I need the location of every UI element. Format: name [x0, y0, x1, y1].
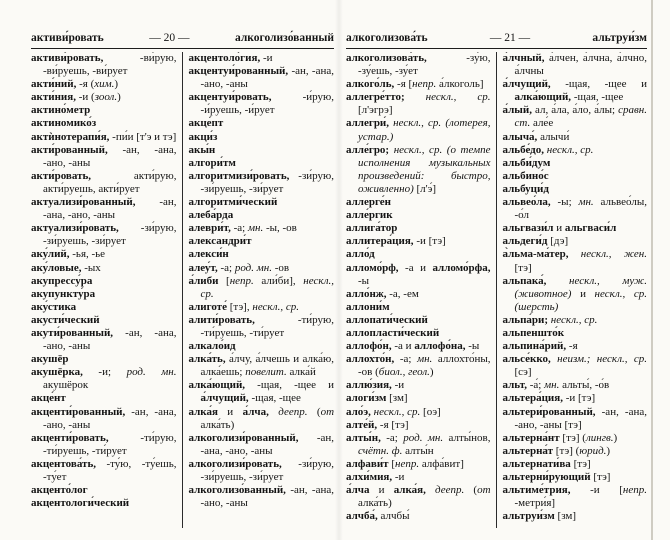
running-head	[346, 32, 647, 49]
dictionary-entry: алле́гро; нескл., ср. (о темпе исполнения музыкальных произведений: быстро, оживленно) [л'э́]	[346, 143, 491, 195]
dictionary-entry: альтерна́т [тэ] (юрид.)	[502, 444, 611, 457]
dictionary-entry: алыча́, алычи́	[502, 130, 570, 143]
page-gutter-shadow	[335, 0, 343, 540]
dictionary-entry: алеу́т, -а; род. мн. -ов	[188, 261, 290, 274]
dictionary-entry: альтера́ция, -и [тэ]	[502, 392, 596, 405]
dictionary-entry: алхи́мия, -и	[346, 471, 405, 483]
dictionary-entry: а̀льма-ма́тер, нескл., жен. [тэ]	[502, 248, 647, 274]
dictionary-entry: алеври́т, -а; мн. -ы, -ов	[188, 222, 297, 235]
dictionary-entry: алгори́тм	[188, 156, 236, 169]
page-number: — 20 —	[149, 32, 190, 44]
dictionary-entry: акупрессу́ра	[31, 274, 93, 287]
dictionary-entry: алоги́зм [зм]	[346, 392, 408, 405]
dictionary-entry: альвео́ла, -ы; мн. альвео́лы, -о́л	[502, 196, 647, 222]
dictionary-entry: альпа́ри; нескл., ср.	[502, 313, 598, 326]
dictionary-entry: алкоголизи́ровать, -зи́рую, -зи́руешь, -зи́рует	[188, 457, 334, 483]
dictionary-entry: аку́ловые, -ых	[31, 261, 101, 274]
dictionary-entry: аллопати́ческий	[346, 313, 428, 326]
page-20	[31, 32, 334, 528]
dictionary-entry: алка́ть, а́лчу, а́лчешь и алка́ю, алка́ешь; повелит. алка́й	[188, 353, 334, 379]
running-head	[31, 32, 334, 49]
dictionary-entry: актино́метр	[31, 104, 91, 117]
dictionary-entry: акти́ровать, акти́рую, акти́руешь, акти́рует	[31, 169, 177, 195]
dictionary-entry: акушёр	[31, 353, 69, 366]
dictionary-entry: аллопласти́ческий	[346, 326, 440, 339]
dictionary-entry: акци́з	[188, 130, 218, 143]
dictionary-entry: акути́рованный, -ан, -ана, -ано, -аны	[31, 326, 177, 353]
dictionary-entry: алломо́рф, -а и алломо́рфа, -ы	[346, 261, 491, 287]
dictionary-entry: алло́нж, -а, -ем	[346, 287, 419, 300]
dictionary-entry: акцентологи́ческий	[31, 497, 130, 510]
dictionary-entry: алкоголизова́ть, -зу́ю, -зу́ешь, -зу́ет	[346, 52, 491, 78]
page-columns	[346, 52, 647, 528]
dictionary-entry: акцентова́ть, -ту́ю, -ту́ешь, -ту́ет	[31, 457, 177, 483]
dictionary-entry: алекси́н	[188, 248, 229, 261]
dictionary-column	[346, 52, 497, 528]
dictionary-entry: альтернати́ва [тэ]	[502, 457, 591, 470]
dictionary-entry: альби́дум	[502, 156, 551, 169]
dictionary-entry: акценто́лог	[31, 484, 88, 497]
dictionary-entry: а́лчный, а́лчен, а́лчна, а́лчно, а́лчны	[502, 52, 647, 78]
dictionary-entry: алле́ргик	[346, 209, 393, 222]
dictionary-entry: ало́э, нескл., ср. [оэ]	[346, 405, 441, 418]
running-head-first-word: алкоголизова́ть	[346, 32, 428, 44]
dictionary-entry: а́лча и алка́я, деепр. (от алка́ть)	[346, 484, 491, 510]
page-columns	[31, 52, 334, 528]
dictionary-entry: аллегри́, нескл., ср. (лотерея, устар.)	[346, 117, 491, 143]
dictionary-entry: а́лчущий, -щая, -щее и алка́ющий, -щая, -щее	[502, 78, 647, 104]
dictionary-column	[497, 52, 648, 528]
dictionary-entry: алка́ющий, -щая, -щее и а́лчущий, -щая, -щее	[188, 379, 334, 405]
dictionary-entry: акушёрка, -и; род. мн. акушёрок	[31, 366, 177, 392]
dictionary-entry: алеба́рда	[188, 209, 234, 222]
dictionary-entry: акусти́ческий	[31, 313, 100, 326]
dictionary-entry: альтери́рованный, -ан, -ана, -ано, -аны [тэ]	[502, 405, 647, 431]
dictionary-entry: альгвази́л и альгваси́л	[502, 222, 617, 235]
dictionary-entry: альпеншто́к	[502, 326, 565, 339]
dictionary-entry: акупункту́ра	[31, 287, 96, 300]
dictionary-entry: акценти́рованный, -ан, -ана, -ано, -аны	[31, 405, 177, 431]
dictionary-entry: аллегре́тто; нескл., ср. [л'эгрэ]	[346, 91, 491, 117]
dictionary-entry: а́лый, ал, а́ла, а́ло, а́лы; сравн. ст. але́е	[502, 104, 647, 130]
dictionary-entry: альпина́рий, -я	[502, 340, 578, 353]
dictionary-entry: акце́пт	[188, 117, 224, 130]
dictionary-entry: алка́я и а́лча, деепр. (от алка́ть)	[188, 405, 334, 431]
dictionary-entry: аллига́тор	[346, 222, 398, 235]
page-edge-line	[651, 0, 653, 540]
dictionary-entry: альтерни́рующий [тэ]	[502, 471, 611, 483]
dictionary-entry: акцентуи́рованный, -ан, -ана, -ано, -аны	[188, 65, 334, 91]
dictionary-entry: алгоритми́ческий	[188, 196, 278, 209]
dictionary-entry: аку́лий, -ья, -ье	[31, 248, 106, 261]
dictionary-entry: алкого́ль, -я [непр. а́лкоголь]	[346, 78, 484, 91]
dictionary-entry: алгоритмизи́ровать, -зи́рую, -зи́руешь, -зи́рует	[188, 169, 334, 195]
dictionary-entry: алкоголизи́рованный, -ан, -ана, -ано, -аны	[188, 431, 334, 457]
dictionary-entry: алте́й, -я [тэ]	[346, 418, 409, 431]
page-21	[346, 32, 647, 528]
running-head-last-word: алкоголизо́ванный	[235, 32, 334, 44]
dictionary-entry: актуализи́рованный, -ан, -ана, -ано, -аны	[31, 196, 177, 222]
dictionary-entry: альпака́, нескл., муж. (животное) и нескл., ср. (шерсть)	[502, 274, 647, 313]
dictionary-entry: альбуци́д	[502, 182, 549, 195]
dictionary-entry: акти́рованный, -ан, -ана, -ано, -аны	[31, 143, 177, 169]
dictionary-entry: актѝнотерапи́я, -пи́и [т'э и тэ]	[31, 130, 177, 143]
dictionary-entry: алиготе́ [тэ], нескл., ср.	[188, 300, 299, 313]
dictionary-entry: алити́ровать, -ти́рую, -ти́руешь, -ти́рует	[188, 313, 334, 339]
dictionary-entry: актиномико́з	[31, 117, 97, 130]
dictionary-entry: алкало́ид	[188, 340, 236, 353]
dictionary-entry: активи́ровать, -ви́рую, -ви́руешь, -ви́рует	[31, 52, 177, 78]
dictionary-entry: альт, -а́; мн. альты́, -о́в	[502, 379, 610, 392]
running-head-last-word: альтруи́зм	[592, 32, 647, 44]
dictionary-entry: алты́н, -а; род. мн. алты́нов, счётн. ф. алты́н	[346, 431, 491, 457]
dictionary-entry: альсе́кко, неизм.; нескл., ср. [сэ]	[502, 353, 647, 379]
dictionary-entry: альтруи́зм [зм]	[502, 510, 577, 523]
dictionary-entry: алфави́т [непр. алфа́вит]	[346, 457, 464, 470]
dictionary-entry: альтерна́нт [тэ] (лингв.)	[502, 431, 618, 444]
dictionary-column	[31, 52, 183, 528]
dictionary-entry: аллофо́н, -а и аллофо́на, -ы	[346, 340, 480, 353]
dictionary-entry: аку́стика	[31, 300, 77, 313]
page-number: — 21 —	[489, 32, 531, 44]
dictionary-entry: акцентуи́ровать, -и́рую, -и́руешь, -и́рует	[188, 91, 334, 117]
dictionary-entry: акти́ния, -и (зоол.)	[31, 91, 121, 104]
dictionary-entry: александри́т	[188, 235, 252, 248]
dictionary-entry: алчба́, алчбы́	[346, 510, 410, 523]
dictionary-entry: актуализи́ровать, -зи́рую, -зи́руешь, -зи́рует	[31, 222, 177, 248]
dictionary-entry: акы́н	[188, 143, 216, 156]
dictionary-entry: аллони́м	[346, 300, 390, 313]
dictionary-entry: акти́ний, -я (хим.)	[31, 78, 119, 91]
running-head-first-word: активи́ровать	[31, 32, 104, 44]
dictionary-entry: альтиме́трия, -и [непр. -метри́я]	[502, 484, 647, 510]
dictionary-entry: альбино́с	[502, 169, 549, 182]
dictionary-entry: алкоголизо́ванный, -ан, -ана, -ано, -аны	[188, 484, 334, 510]
dictionary-entry: акце́нт	[31, 392, 66, 405]
dictionary-entry: альдеги́д [дэ]	[502, 235, 569, 248]
dictionary-column	[183, 52, 335, 528]
dictionary-entry: акцентоло́гия, -и	[188, 52, 273, 64]
dictionary-entry: а́либи [непр. али́би], нескл., ср.	[188, 274, 334, 300]
dictionary-entry: аллохто́н, -а; мн. аллохто́ны, -ов (биол., геол.)	[346, 353, 491, 379]
dictionary-entry: алло́д	[346, 248, 375, 261]
dictionary-entry: альбе́до, нескл., ср.	[502, 143, 594, 156]
dictionary-entry: аллитера́ция, -и [тэ]	[346, 235, 446, 248]
dictionary-entry: аллерге́н	[346, 196, 392, 209]
dictionary-entry: акценти́ровать, -ти́рую, -ти́руешь, -ти́рует	[31, 431, 177, 457]
dictionary-entry: аллю́зия, -и	[346, 379, 405, 392]
